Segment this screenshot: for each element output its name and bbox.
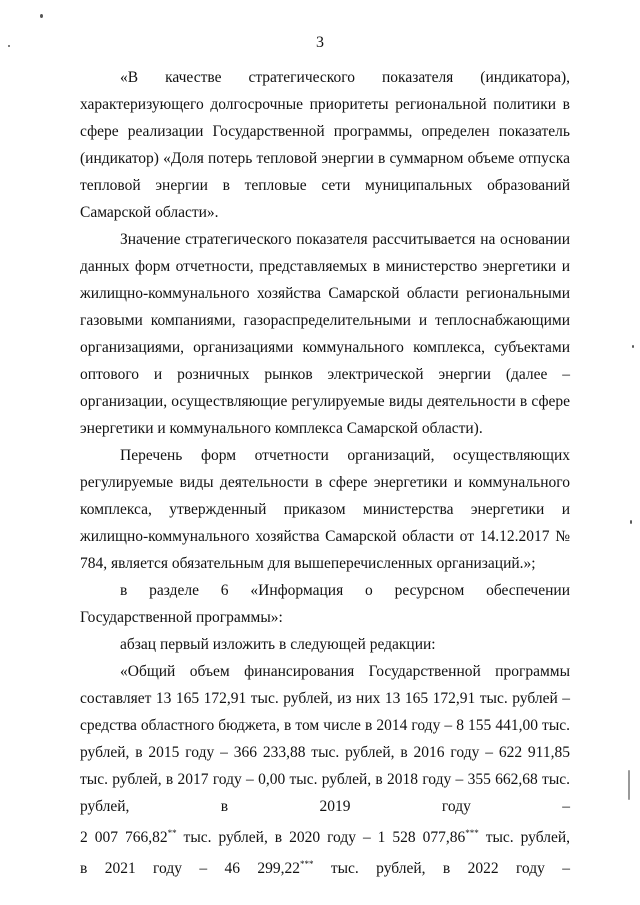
amount-2020-text: тыс. рублей, в 2020 году – 1 528 077,86 [176,829,466,847]
footnote-mark: *** [299,859,314,870]
amount-2022-text: тыс. рублей, в 2022 году – [313,860,570,878]
paragraph-reporting-forms: Перечень форм отчетности организаций, осуществляющих регулируемые виды деятельности в сфере энергетики и коммунального комплекса, утвержденный приказом министерства энергетики и жилищно-коммунального хозяйства Самарской области от 14.12.2017 № 784, является обязательным для вышеперечисленных организаций.»; [80,447,570,572]
scan-speck [628,770,630,800]
scan-speck [8,45,10,47]
footnote-mark: *** [465,828,479,838]
paragraph-financing-volume: «Общий объем финансирования Государственной программы составляет 13 165 172,91 тыс. рублей, из них 13 165 172,91 тыс. рублей – средства областного бюджета, в том числе в 2014 году – 8 155 441,00 тыс. рублей, в 2015 году – 366 233,88 тыс. рублей, в 2016 году – 622 911,85 тыс. рублей, в 2017 году – 0,00 тыс. рублей, в 2018 году – 355 662,68 тыс. рублей, в 2019 году – [80,663,570,815]
paragraph-first-abzac: абзац первый изложить в следующей редакции: [120,636,436,653]
page-number: 3 [316,34,324,51]
footnote-mark: ** [167,828,177,838]
scan-speck [40,14,43,18]
scan-speck [630,520,632,524]
amount-2019: 2 007 766,82 [80,829,168,847]
scan-speck [632,345,634,348]
amount-2021-text: в 2021 году – 46 299,22 [80,860,300,878]
financing-line-2021-2022 [80,851,570,882]
line-end-text: тыс. рублей, [478,829,570,847]
document-body [80,64,570,882]
paragraph-strategic-indicator: «В качестве стратегического показателя (индикатора), характеризующего долгосрочные приоритеты региональной политики в сфере реализации Государственной программы, определен показатель (индикатор) «Доля потерь тепловой энергии в суммарном объеме отпуска тепловой энергии в тепловые сети муниципальных образований Самарской области». [80,69,570,221]
financing-line-2019-2020 [80,820,570,851]
paragraph-indicator-calculation: Значение стратегического показателя рассчитывается на основании данных форм отчетности, представляемых в министерство энергетики и жилищно-коммунального хозяйства Самарской области региональными газовыми компаниями, газораспределительными и теплоснабжающими организациями, организациями коммунального комплекса, субъектами оптового и розничных рынков электрической энергии (далее – организации, осуществляющие регулируемые виды деятельности в сфере энергетики и коммунального комплекса Самарской области). [80,231,570,437]
paragraph-section-6: в разделе 6 «Информация о ресурсном обеспечении Государственной программы»: [80,582,570,626]
